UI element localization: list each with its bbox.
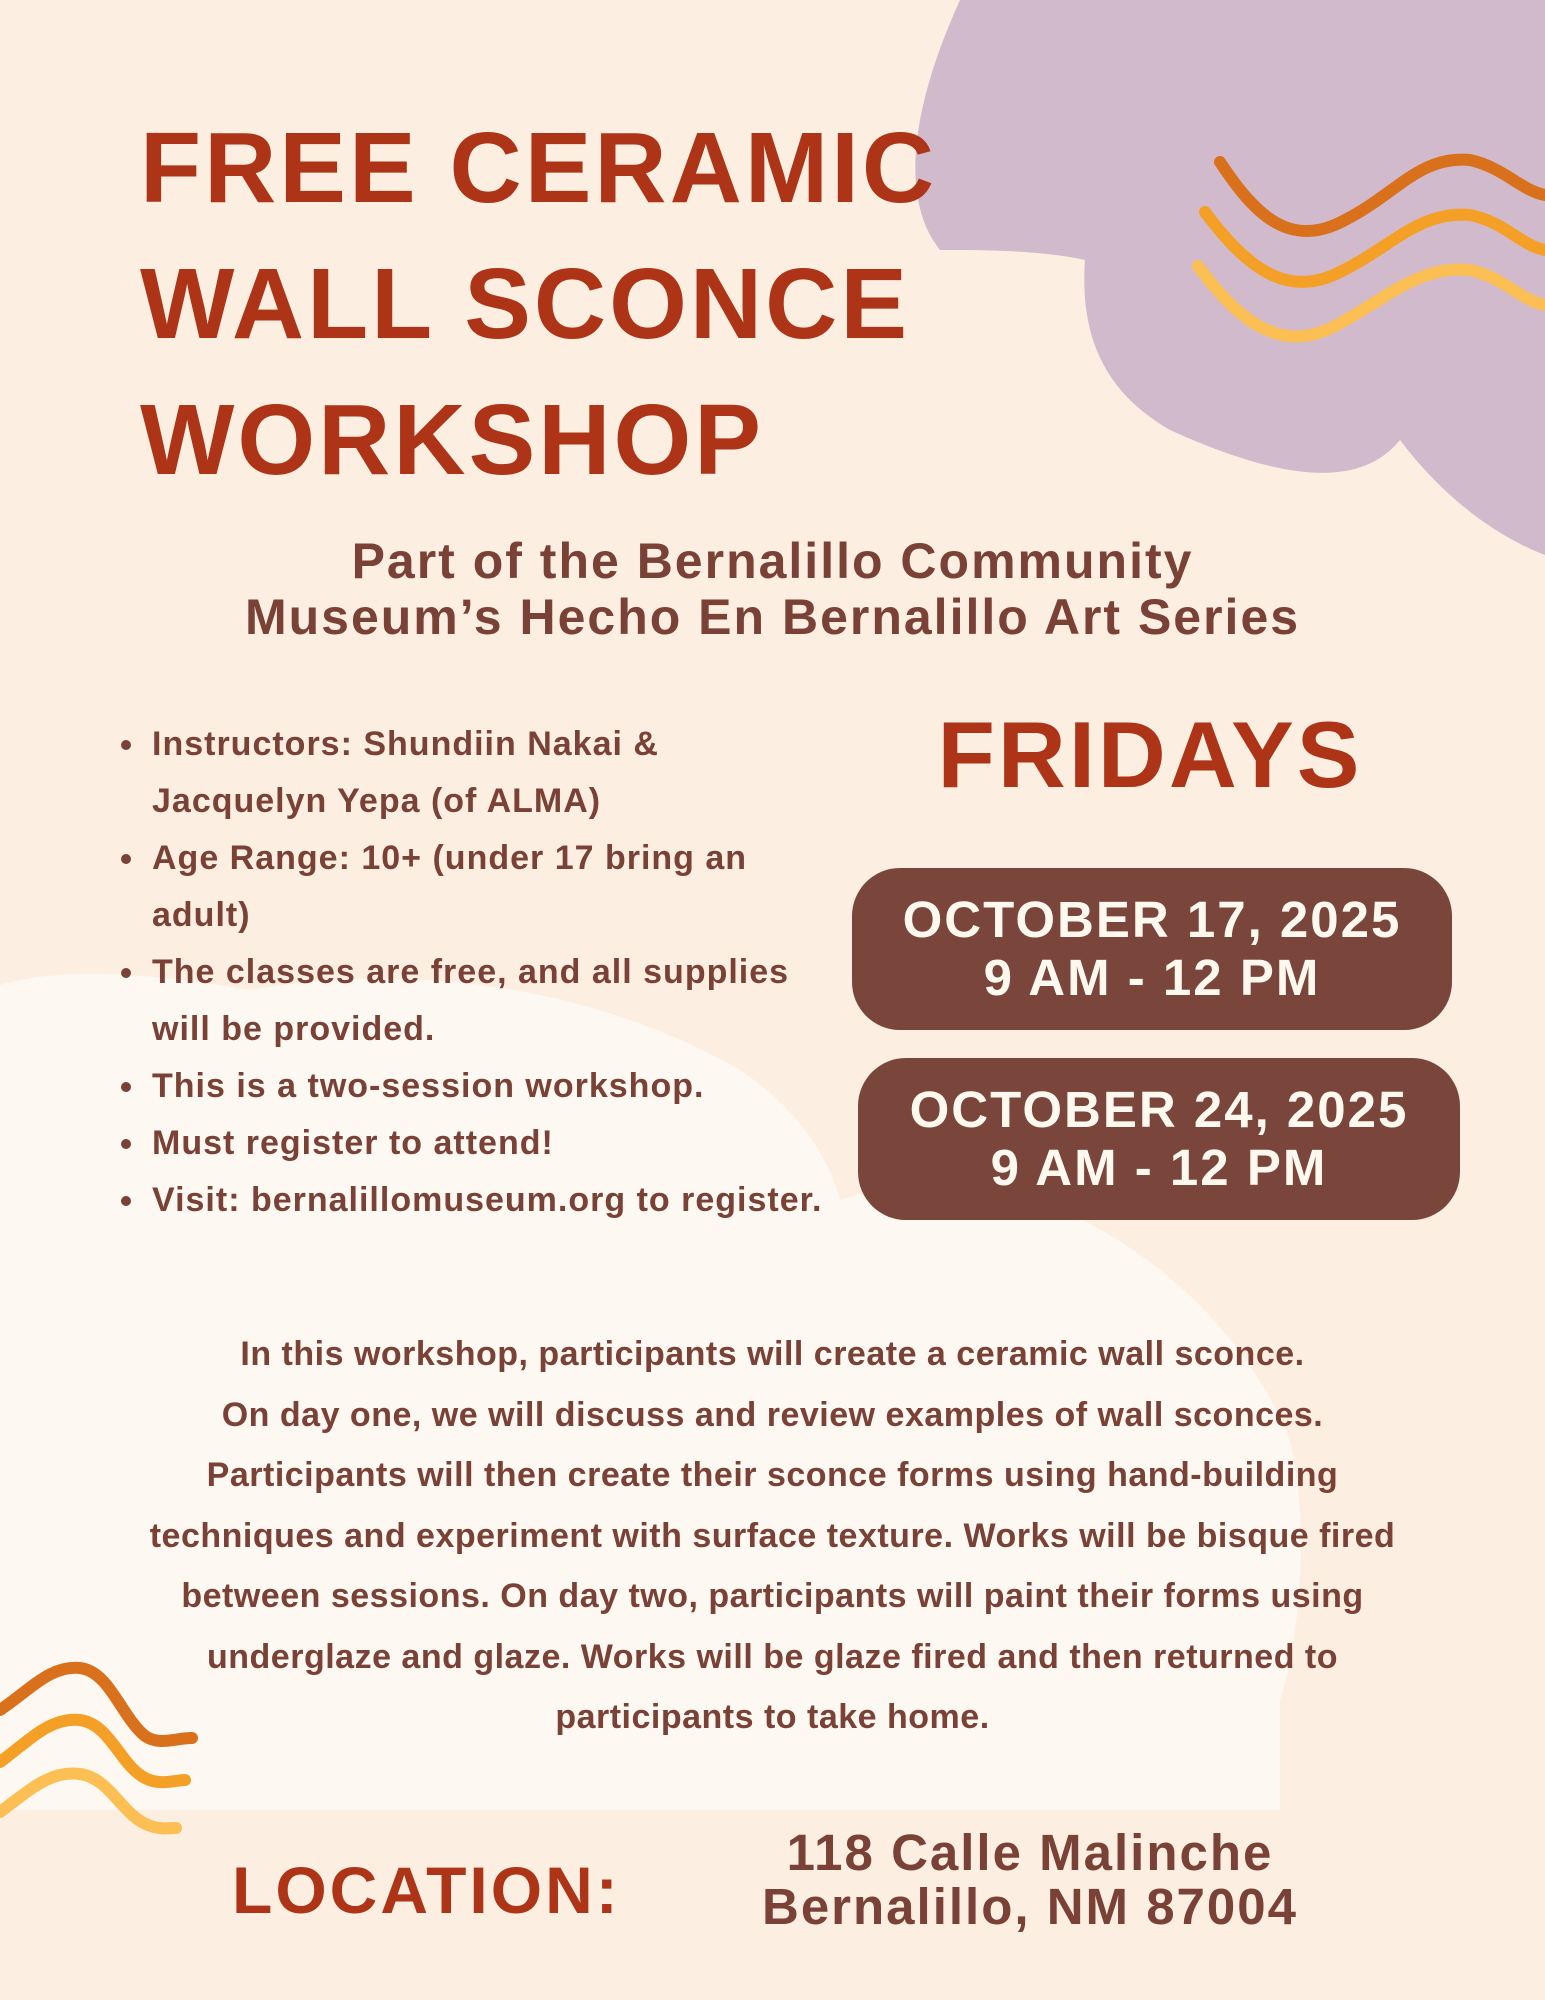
detail-item-visit-website: • Visit: bernalillomuseum.org to register. <box>148 1172 828 1229</box>
session-1-date: OCTOBER 17, 2025 <box>902 891 1402 948</box>
session-1-time: 9 AM - 12 PM <box>983 949 1321 1006</box>
description-line: In this workshop, participants will create a ceramic wall sconce. <box>240 1335 1305 1373</box>
location-address <box>700 1826 1360 1934</box>
address-line-1: 118 Calle Malinche <box>786 1824 1274 1881</box>
workshop-details-list <box>110 716 828 1229</box>
lavender-blob-shape <box>915 0 1545 555</box>
detail-item-free-classes: • The classes are free, and all supplies will be provided. <box>148 944 828 1058</box>
description-line: underglaze and glaze. Works will be glaze fired and then returned to <box>207 1637 1338 1676</box>
title-line-2: WALL SCONCE <box>140 248 911 360</box>
session-2-time: 9 AM - 12 PM <box>990 1139 1328 1196</box>
title-line-1: FREE CERAMIC <box>140 112 938 224</box>
address-line-2: Bernalillo, NM 87004 <box>761 1878 1299 1935</box>
location-label: LOCATION: <box>232 1853 621 1927</box>
schedule-heading: FRIDAYS <box>937 702 1363 807</box>
session-pill-1 <box>852 868 1452 1030</box>
session-pill-2 <box>858 1058 1460 1220</box>
detail-item-two-session: • This is a two-session workshop. <box>148 1058 828 1115</box>
workshop-description <box>60 1324 1485 1748</box>
session-2-date: OCTOBER 24, 2025 <box>909 1081 1409 1138</box>
detail-item-age-range: • Age Range: 10+ (under 17 bring an adult) <box>148 830 828 944</box>
description-line: techniques and experiment with surface texture. Works will be bisque fired <box>149 1516 1396 1555</box>
subtitle-line-1: Part of the Bernalillo Community <box>351 533 1194 589</box>
description-line: Participants will then create their sconce forms using hand-building <box>206 1456 1339 1494</box>
workshop-title <box>140 100 937 508</box>
detail-item-register: • Must register to attend! <box>148 1115 828 1172</box>
description-line: between sessions. On day two, participants will paint their forms using <box>181 1577 1364 1615</box>
series-subtitle <box>0 533 1545 645</box>
detail-item-instructors: • Instructors: Shundiin Nakai & Jacquelyn Yepa (of ALMA) <box>148 716 828 830</box>
title-line-3: WORKSHOP <box>140 384 764 496</box>
subtitle-line-2: Museum’s Hecho En Bernalillo Art Series <box>244 589 1301 645</box>
description-line: participants to take home. <box>555 1698 990 1736</box>
description-line: On day one, we will discuss and review examples of wall sconces. <box>221 1395 1324 1434</box>
